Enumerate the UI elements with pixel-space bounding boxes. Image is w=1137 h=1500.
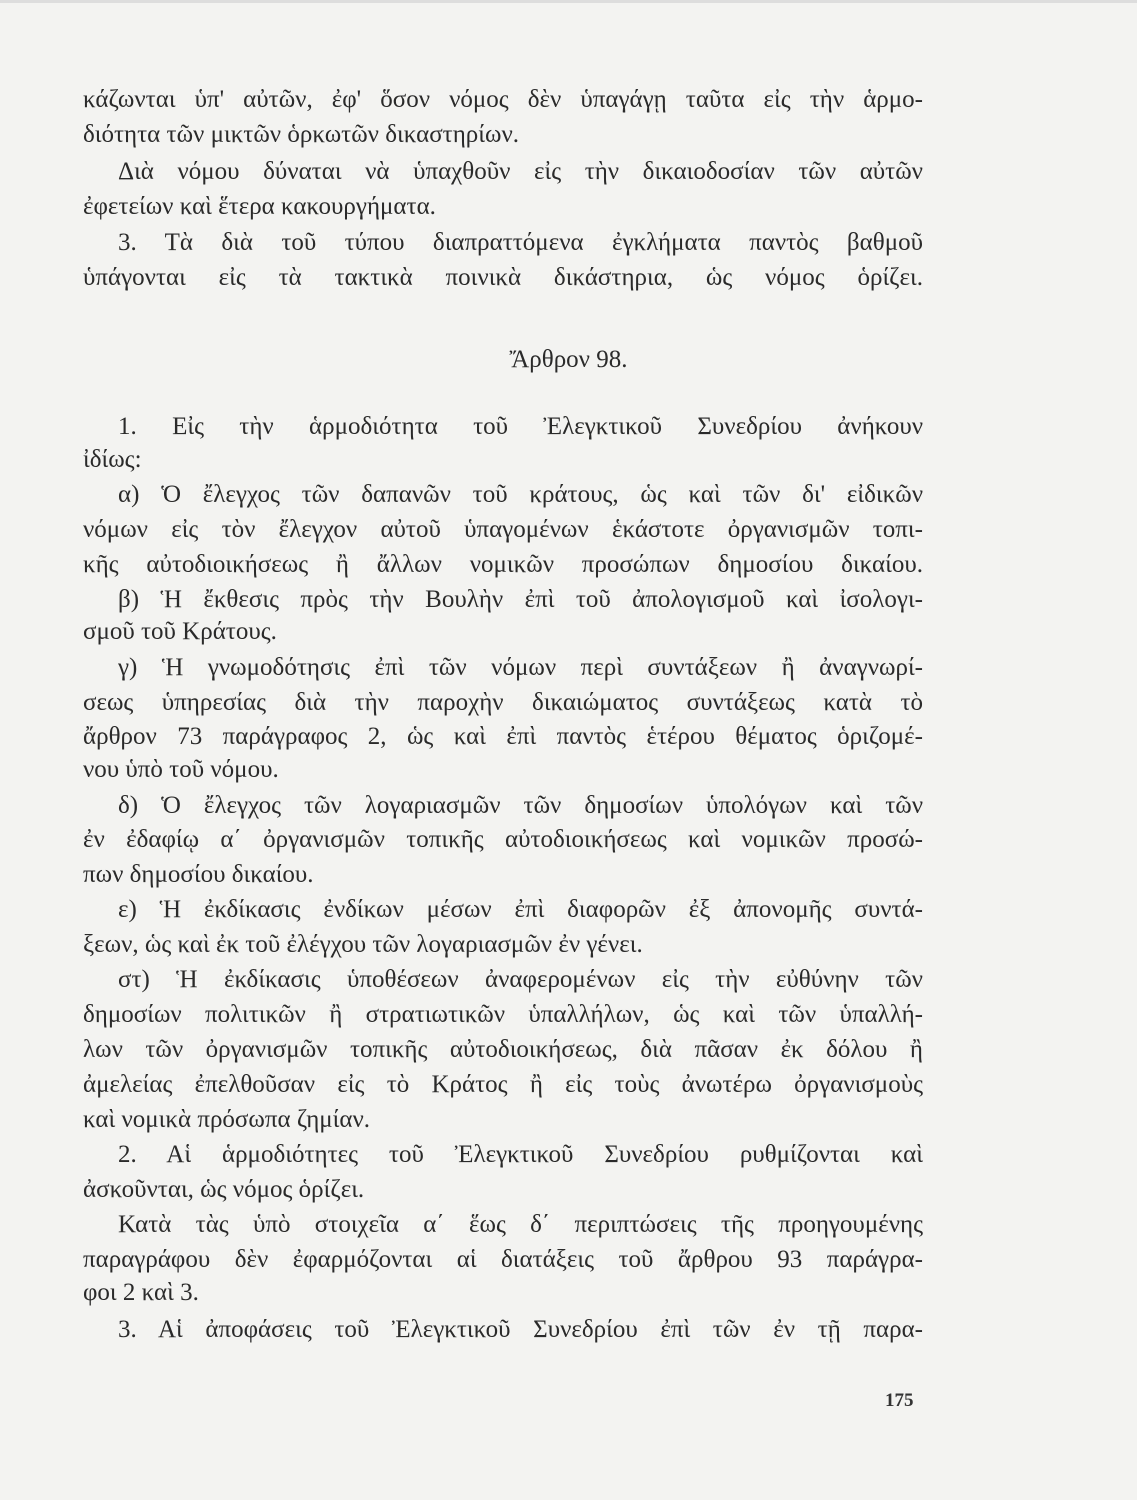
text-line: νόμων εἰς τὸν ἔλεγχον αὐτοῦ ὑπαγομένων ἑκάστοτε ὀργανισμῶν τοπι- <box>83 516 923 543</box>
text-line: 1. Εἰς τὴν ἁρμοδιότητα τοῦ Ἐλεγκτικοῦ Συνεδρίου ἀνήκουν <box>118 413 923 440</box>
text-line: κῆς αὐτοδιοικήσεως ἢ ἄλλων νομικῶν προσώπων δημοσίου δικαίου. <box>83 551 923 578</box>
text-line: νου ὑπὸ τοῦ νόμου. <box>83 756 279 783</box>
text-line: ἐφετείων καὶ ἕτερα κακουργήματα. <box>83 193 436 220</box>
text-line: καὶ νομικὰ πρόσωπα ζημίαν. <box>83 1106 371 1133</box>
text-line: γ) Ἡ γνωμοδότησις ἐπὶ τῶν νόμων περὶ συντάξεων ἢ ἀναγνωρί- <box>118 654 923 681</box>
text-line: δημοσίων πολιτικῶν ἢ στρατιωτικῶν ὑπαλλήλων, ὡς καὶ τῶν ὑπαλλή- <box>83 1001 923 1028</box>
text-line: σεως ὑπηρεσίας διὰ τὴν παροχὴν δικαιώματος συντάξεως κατὰ τὸ <box>83 689 923 716</box>
text-line: κάζωνται ὑπ' αὐτῶν, ἐφ' ὅσον νόμος δὲν ὑπαγάγῃ ταῦτα εἰς τὴν ἁρμο- <box>83 86 923 113</box>
text-line: ε) Ἡ ἐκδίκασις ἐνδίκων μέσων ἐπὶ διαφορῶν ἐξ ἀπονομῆς συντά- <box>118 896 923 923</box>
text-line: Διὰ νόμου δύναται νὰ ὑπαχθοῦν εἰς τὴν δικαιοδοσίαν τῶν αὐτῶν <box>118 158 923 185</box>
article-heading: Ἄρθρον 98. <box>509 346 628 373</box>
text-line: ἰδίως: <box>83 446 142 473</box>
text-line: ἀσκοῦνται, ὡς νόμος ὁρίζει. <box>83 1176 365 1203</box>
text-line: 3. Τὰ διὰ τοῦ τύπου διαπραττόμενα ἐγκλήματα παντὸς βαθμοῦ <box>118 229 923 256</box>
text-line: σμοῦ τοῦ Κράτους. <box>83 618 277 645</box>
scan-top-edge <box>0 0 1137 3</box>
text-line: β) Ἡ ἔκθεσις πρὸς τὴν Βουλὴν ἐπὶ τοῦ ἀπολογισμοῦ καὶ ἰσολογι- <box>118 586 923 613</box>
text-line: παραγράφου δὲν ἐφαρμόζονται αἱ διατάξεις τοῦ ἄρθρου 93 παράγρα- <box>83 1246 923 1273</box>
text-line: ἄρθρον 73 παράγραφος 2, ὡς καὶ ἐπὶ παντὸς ἑτέρου θέματος ὁριζομέ- <box>83 723 923 750</box>
text-line: ξεων, ὡς καὶ ἐκ τοῦ ἐλέγχου τῶν λογαριασμῶν ἐν γένει. <box>83 931 643 958</box>
text-line: διότητα τῶν μικτῶν ὁρκωτῶν δικαστηρίων. <box>83 121 520 148</box>
text-line: α) Ὁ ἔλεγχος τῶν δαπανῶν τοῦ κράτους, ὡς καὶ τῶν δι' εἰδικῶν <box>118 481 923 508</box>
text-line: 2. Αἱ ἁρμοδιότητες τοῦ Ἐλεγκτικοῦ Συνεδρίου ρυθμίζονται καὶ <box>118 1141 923 1168</box>
text-line: ἀμελείας ἐπελθοῦσαν εἰς τὸ Κράτος ἢ εἰς τοὺς ἀνωτέρω ὀργανισμοὺς <box>83 1071 923 1098</box>
text-line: στ) Ἡ ἐκδίκασις ὑποθέσεων ἀναφερομένων εἰς τὴν εὐθύνην τῶν <box>118 966 923 993</box>
page-number: 175 <box>885 1390 914 1411</box>
text-line: πων δημοσίου δικαίου. <box>83 861 314 888</box>
text-line: φοι 2 καὶ 3. <box>83 1279 199 1306</box>
text-line: ἐν ἐδαφίῳ α΄ ὀργανισμῶν τοπικῆς αὐτοδιοικήσεως καὶ νομικῶν προσώ- <box>83 826 923 853</box>
text-line: λων τῶν ὀργανισμῶν τοπικῆς αὐτοδιοικήσεως, διὰ πᾶσαν ἐκ δόλου ἢ <box>83 1036 923 1063</box>
text-line: ὑπάγονται εἰς τὰ τακτικὰ ποινικὰ δικάστηρια, ὡς νόμος ὁρίζει. <box>83 264 923 291</box>
text-line: 3. Αἱ ἀποφάσεις τοῦ Ἐλεγκτικοῦ Συνεδρίου ἐπὶ τῶν ἐν τῇ παρα- <box>118 1316 923 1343</box>
text-line: δ) Ὁ ἔλεγχος τῶν λογαριασμῶν τῶν δημοσίων ὑπολόγων καὶ τῶν <box>118 792 923 819</box>
text-line: Κατὰ τὰς ὑπὸ στοιχεῖα α΄ ἕως δ΄ περιπτώσεις τῆς προηγουμένης <box>118 1211 923 1238</box>
